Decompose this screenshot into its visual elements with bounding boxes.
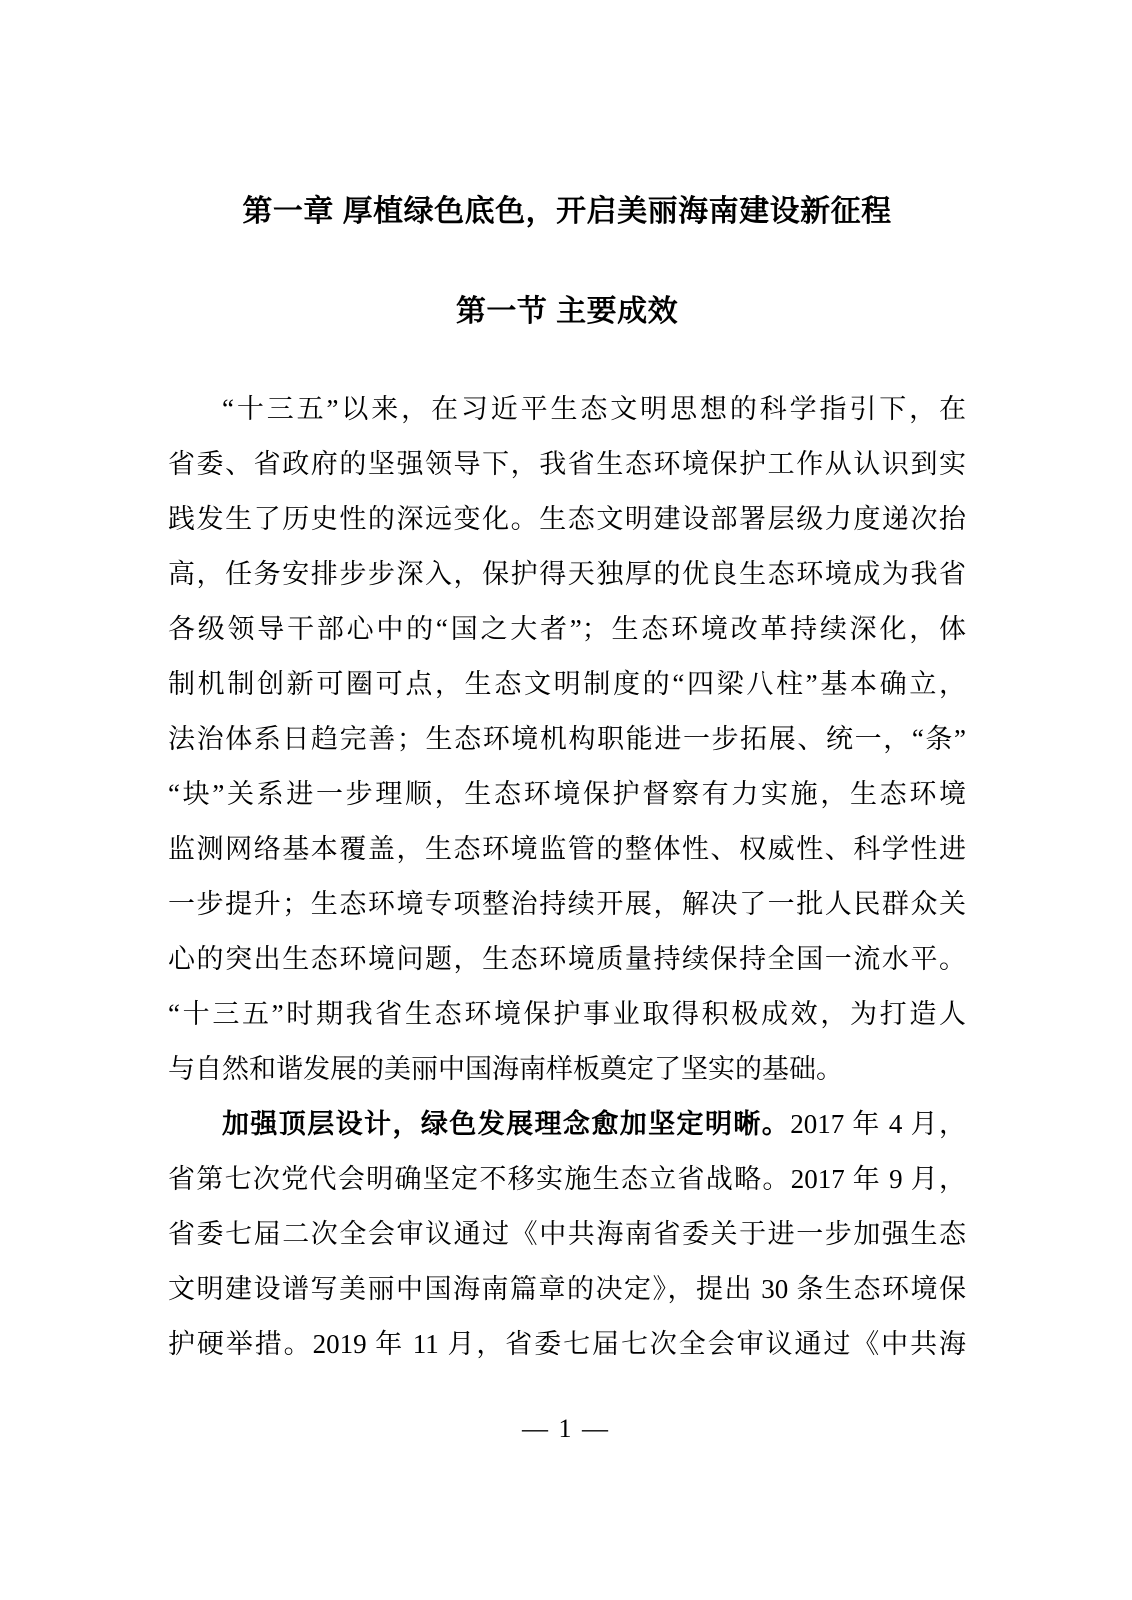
text-line: 省委、省政府的坚强领导下，我省生态环境保护工作从认识到实 [168,449,966,479]
text-line [168,1097,966,1152]
paragraph-2 [168,1097,966,1372]
lead-rest: 2017 年 4 月， [790,1109,967,1139]
text-line: “十三五”以来，在习近平生态文明思想的科学指引下，在 [222,394,966,424]
text-line: 心的突出生态环境问题，生态环境质量持续保持全国一流水平。 [168,944,966,974]
text-line: 省委七届二次全会审议通过《中共海南省委关于进一步加强生态 [168,1219,966,1249]
chapter-title: 第一章 厚植绿色底色，开启美丽海南建设新征程 [242,195,892,228]
text-line: “块”关系进一步理顺，生态环境保护督察有力实施，生态环境 [168,779,966,809]
text-line: 一步提升；生态环境专项整治持续开展，解决了一批人民群众关 [168,889,966,919]
text-line: 法治体系日趋完善；生态环境机构职能进一步拓展、统一，“条” [168,724,966,754]
text-line: 践发生了历史性的深远变化。生态文明建设部署层级力度递次抬 [168,504,966,534]
text-line: 制机制创新可圈可点，生态文明制度的“四梁八柱”基本确立， [168,669,966,699]
text-line: 护硬举措。2019 年 11 月，省委七届七次全会审议通过《中共海 [168,1329,966,1359]
text-line: “十三五”时期我省生态环境保护事业取得积极成效，为打造人 [168,999,966,1029]
page-content [168,0,966,1372]
text-line: 监测网络基本覆盖，生态环境监管的整体性、权威性、科学性进 [168,834,966,864]
text-line: 高，任务安排步步深入，保护得天独厚的优良生态环境成为我省 [168,559,966,589]
body-text [168,382,966,1372]
paragraph-1 [168,382,966,1097]
text-line: 文明建设谱写美丽中国海南篇章的决定》，提出 30 条生态环境保 [168,1274,966,1304]
text-line: 省第七次党代会明确坚定不移实施生态立省战略。2017 年 9 月， [168,1164,966,1194]
text-line: 与自然和谐发展的美丽中国海南样板奠定了坚实的基础。 [168,1054,843,1084]
page-number: — 1 — [522,1414,610,1443]
text-line: 各级领导干部心中的“国之大者”；生态环境改革持续深化，体 [168,614,966,644]
section-title: 第一节 主要成效 [455,295,679,328]
bold-lead-in: 加强顶层设计，绿色发展理念愈加坚定明晰。 [222,1109,791,1139]
